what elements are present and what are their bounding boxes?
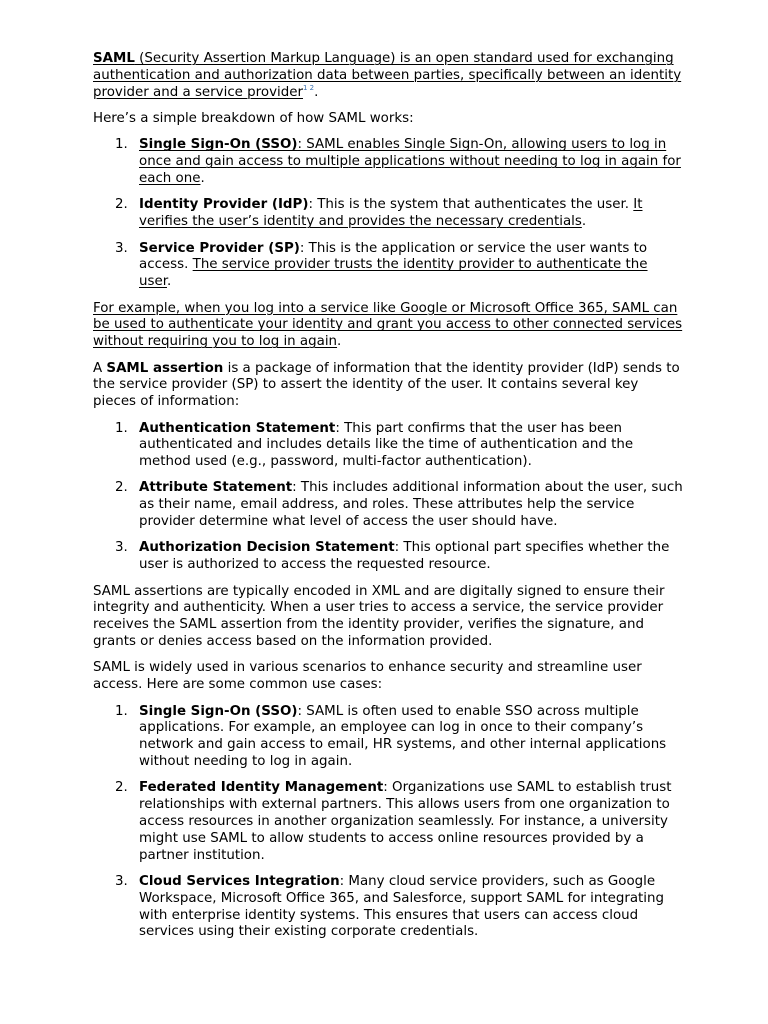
encoding-paragraph: SAML assertions are typically encoded in XML and are digitally signed to ensure their integrity and authenticity. When a user tries to access a service, the service provider receives the SAML assertion from the identity provider, verifies the signature, and grants or denies access based on the information provided. — [93, 583, 665, 650]
list-number: 3. — [115, 540, 128, 556]
intro-end: . — [314, 84, 319, 100]
list-number: 3. — [115, 240, 128, 256]
list-number: 1. — [115, 137, 128, 153]
item-term: Attribute Statement — [139, 480, 293, 496]
item-end: . — [200, 170, 205, 186]
breakdown-list — [93, 137, 683, 291]
underlined-span[interactable] — [139, 137, 681, 186]
list-number: 2. — [115, 480, 128, 496]
item-term: Authentication Statement — [139, 420, 336, 436]
list-item — [93, 480, 683, 530]
assertion-list — [93, 421, 683, 575]
item-term: Cloud Services Integration — [139, 873, 340, 889]
item-text: : This optional part specifies whether the user is authorized to access the requested resource. — [139, 540, 670, 573]
breakdown-intro: Here’s a simple breakdown of how SAML works: — [93, 110, 414, 126]
intro-definition: (Security Assertion Markup Language) is an open standard used for exchanging authentication and authorization data between parties, specifically between an identity provider and a service provider — [93, 51, 682, 100]
item-text: : This is the application or service the user wants to access. — [139, 240, 648, 273]
item-text: : Organizations use SAML to establish trust relationships with external partners. This allows users from one organization to access resources in another organization seamlessly. For instance, a university might use SAML to allow students to access online resources provided by a partner institution. — [139, 780, 672, 863]
underlined-span[interactable]: The service provider trusts the identity provider to authenticate the user — [139, 257, 648, 290]
item-term: Federated Identity Management — [139, 780, 384, 796]
list-item — [93, 241, 683, 291]
item-text: : Many cloud service providers, such as Google Workspace, Microsoft Office 365, and Salesforce, support SAML for integrating with enterprise identity systems. This ensures that users can access cloud services using their existing corporate credentials. — [139, 873, 665, 940]
list-item — [93, 540, 683, 574]
assertion-intro — [93, 361, 683, 411]
list-number: 1. — [115, 703, 128, 719]
item-text: : This part confirms that the user has been authenticated and includes details like the time of authentication and the method used (e.g., password, multi-factor authentication). — [139, 420, 634, 470]
list-number: 1. — [115, 420, 128, 436]
use-cases-list — [93, 704, 683, 942]
citation-marker[interactable]: 1 2 — [302, 83, 315, 92]
item-term: Identity Provider (IdP) — [139, 197, 309, 213]
intro-paragraph — [93, 51, 683, 101]
list-number: 2. — [115, 197, 128, 213]
intro-link[interactable] — [93, 51, 681, 100]
use-cases-intro: SAML is widely used in various scenarios to enhance security and streamline user access. Here are some common use cases: — [93, 660, 642, 693]
underlined-span[interactable]: It verifies the user’s identity and provides the necessary credentials — [139, 197, 643, 230]
example-end: . — [337, 334, 342, 350]
item-term: Single Sign-On (SSO) — [139, 703, 298, 719]
item-text: : SAML is often used to enable SSO across multiple applications. For example, an employee can log in once to their company’s network and gain access to email, HR systems, and other internal applications without needing to log in again. — [139, 703, 667, 770]
item-end: . — [166, 274, 172, 290]
assertion-term: SAML assertion — [106, 360, 224, 376]
assertion-prefix: A — [93, 360, 107, 376]
example-paragraph — [93, 301, 683, 351]
item-end: . — [581, 214, 587, 230]
list-item — [93, 137, 683, 187]
item-text: : This is the system that authenticates the user. — [308, 197, 634, 213]
list-item — [93, 421, 683, 471]
list-number: 3. — [115, 873, 128, 889]
list-item — [93, 704, 683, 771]
item-term: Authorization Decision Statement — [139, 540, 395, 556]
document-body — [93, 51, 683, 951]
list-item — [93, 197, 683, 231]
item-term: Single Sign-On (SSO) — [139, 137, 298, 153]
underlined-span[interactable]: For example, when you log into a service like Google or Microsoft Office 365, SAML can be used to authenticate your identity and grant you access to other connected services without requiring you to log in again — [93, 300, 683, 350]
item-term: Service Provider (SP) — [139, 240, 300, 256]
list-item — [93, 874, 683, 941]
item-text: : SAML enables Single Sign-On, allowing users to log in once and gain access to multiple applications without needing to log in again for each one — [139, 137, 681, 186]
list-number: 2. — [115, 780, 128, 796]
list-item — [93, 780, 683, 864]
assertion-rest: is a package of information that the identity provider (IdP) sends to the service provider (SP) to assert the identity of the user. It contains several key pieces of information: — [93, 360, 680, 410]
item-text: : This includes additional information about the user, such as their name, email address, and roles. These attributes help the service provider determine what level of access the user should have. — [139, 480, 683, 530]
intro-term: SAML — [93, 51, 135, 66]
